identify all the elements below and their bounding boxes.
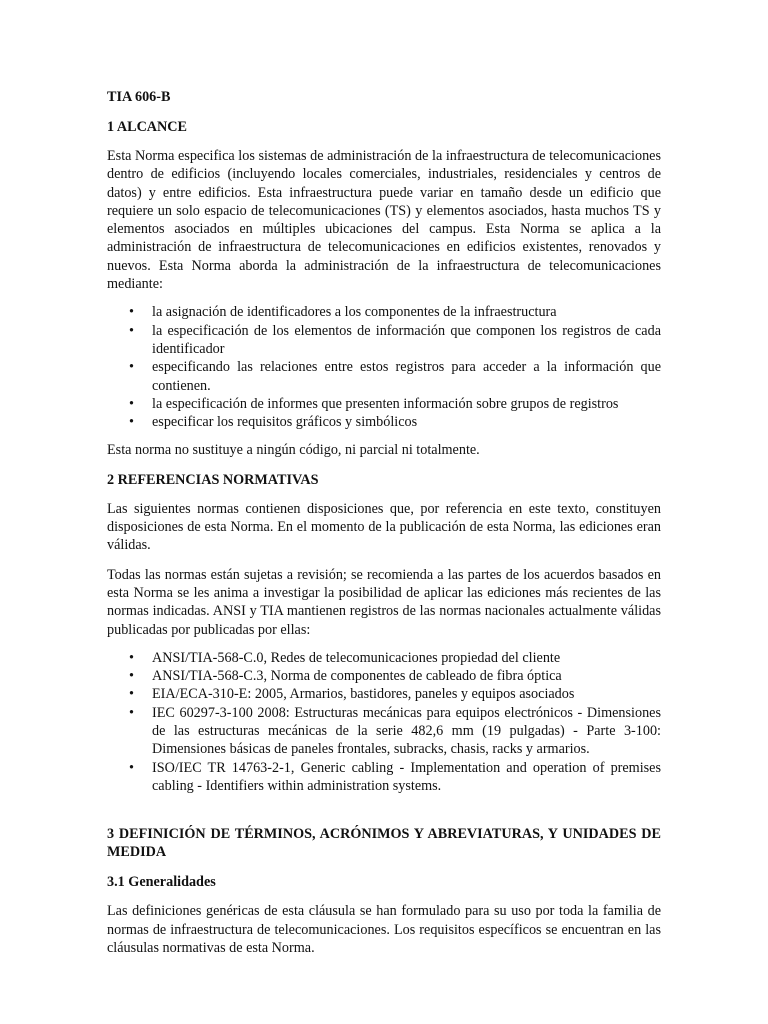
- section-3-1-paragraph: Las definiciones genéricas de esta cláusula se han formulado para su uso por toda la familia de normas de infraestructura de telecomunicaciones. Los requisitos específicos se encuentran en las cláusulas normativas de esta Norma.: [107, 903, 661, 956]
- list-item: • EIA/ECA-310-E: 2005, Armarios, bastidores, paneles y equipos asociados: [107, 685, 661, 703]
- section-1-heading: 1 ALCANCE: [107, 119, 188, 135]
- section-2-paragraph-2: Todas las normas están sujetas a revisión; se recomienda a las partes de los acuerdos basados en esta Norma se les anima a investigar la posibilidad de aplicar las ediciones más recientes de las normas indicadas. ANSI y TIA mantienen registros de las normas nacionales actualmente válidas publicadas por publicadas por ellas:: [107, 566, 661, 638]
- section-1-intro: Esta Norma especifica los sistemas de administración de la infraestructura de telecomunicaciones dentro de edificios (incluyendo locales comerciales, industriales, residenciales y centros de datos) y entre edificios. Esta infraestructura puede variar en tamaño desde un edificio que requiere un solo espacio de telecomunicaciones (TS) y elementos asociados, hasta muchos TS y elementos asociados en múltiples ubicaciones del campus. Esta Norma se aplica a la administración de infraestructura de telecomunicaciones en edificios existentes, renovados y nuevos. Esta Norma aborda la administración de la infraestructura de telecomunicaciones mediante:: [107, 148, 661, 293]
- section-3-heading: 3 DEFINICIÓN DE TÉRMINOS, ACRÓNIMOS Y ABREVIATURAS, Y UNIDADES DE MEDIDA: [107, 826, 661, 861]
- list-item: • la especificación de los elementos de información que componen los registros de cada identificador: [107, 322, 661, 359]
- document-title: TIA 606-B: [107, 89, 171, 105]
- list-item: • IEC 60297-3-100 2008: Estructuras mecánicas para equipos electrónicos - Dimensiones de las estructuras mecánicas de la serie 482,6 mm (19 pulgadas) - Parte 3-100: Dimensiones básicas de paneles frontales, subracks, chasis, racks y armarios.: [107, 704, 661, 759]
- list-item: • ISO/IEC TR 14763-2-1, Generic cabling - Implementation and operation of premises cabling - Identifiers within administration systems.: [107, 759, 661, 796]
- list-item: • especificando las relaciones entre estos registros para acceder a la información que contienen.: [107, 358, 661, 395]
- section-3-1-heading: 3.1 Generalidades: [107, 874, 216, 891]
- section-2-paragraph-1: Las siguientes normas contienen disposiciones que, por referencia en este texto, constituyen disposiciones de esta Norma. En el momento de la publicación de esta Norma, las ediciones eran válidas.: [107, 500, 661, 554]
- section-2-bullet-list: [107, 649, 661, 795]
- list-item: • ANSI/TIA-568-C.3, Norma de componentes de cableado de fibra óptica: [107, 667, 661, 685]
- list-item: • la especificación de informes que presenten información sobre grupos de registros: [107, 395, 661, 413]
- list-item: • ANSI/TIA-568-C.0, Redes de telecomunicaciones propiedad del cliente: [107, 649, 661, 667]
- document-page: [107, 88, 661, 957]
- section-2-heading: 2 REFERENCIAS NORMATIVAS: [107, 471, 319, 488]
- list-item: • la asignación de identificadores a los componentes de la infraestructura: [107, 303, 661, 321]
- section-1-closing: Esta norma no sustituye a ningún código, ni parcial ni totalmente.: [107, 442, 480, 459]
- section-1-bullet-list: [107, 303, 661, 431]
- list-item: • especificar los requisitos gráficos y simbólicos: [107, 413, 661, 431]
